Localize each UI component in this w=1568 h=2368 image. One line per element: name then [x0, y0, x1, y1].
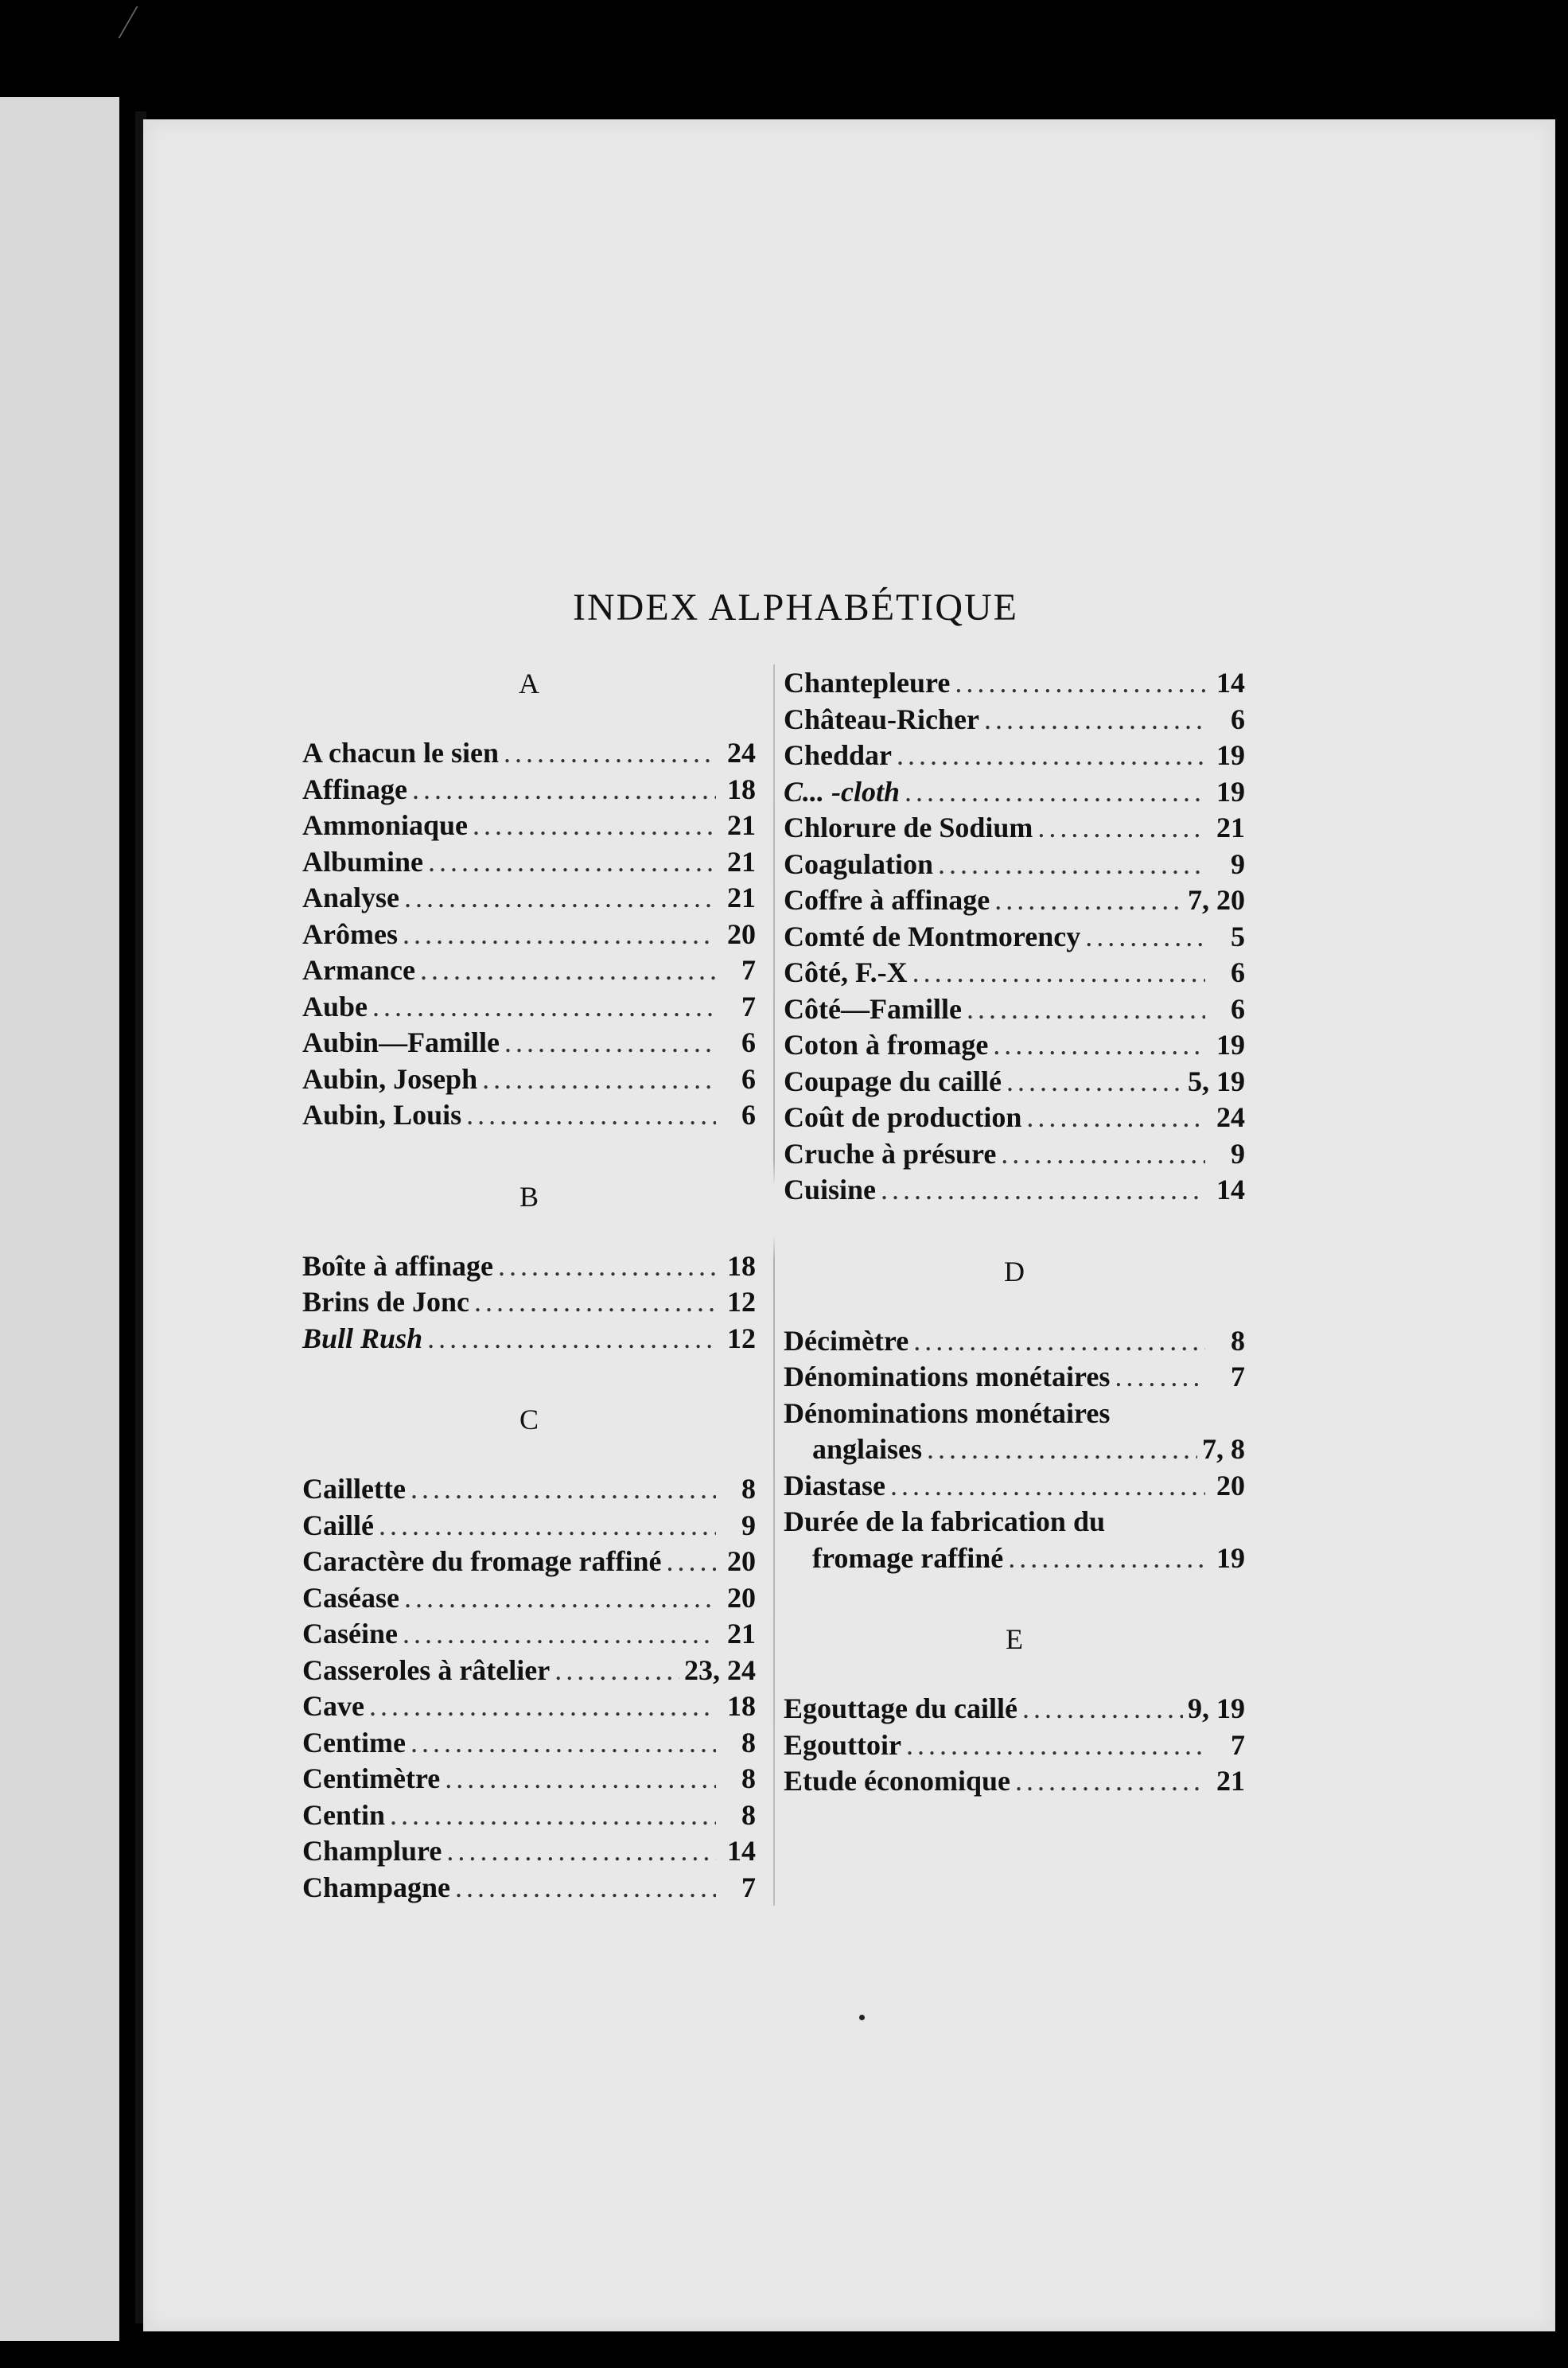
dot-leader	[927, 1431, 1197, 1468]
index-entry	[302, 1544, 756, 1580]
index-entry	[784, 1431, 1245, 1468]
entry-page-number: 21	[727, 845, 756, 878]
entry-page-number: 8	[741, 1762, 756, 1794]
index-entry	[784, 919, 1245, 956]
dot-leader	[1006, 1064, 1183, 1100]
index-entry	[784, 1691, 1245, 1727]
entry-page-number: 9	[1231, 847, 1245, 880]
index-entry	[302, 772, 756, 808]
index-entry	[784, 1468, 1245, 1505]
entry-page-number: 6	[741, 1062, 756, 1095]
dot-leader	[474, 1284, 716, 1321]
entry-page-number: 6	[741, 1026, 756, 1058]
entry-page-number: 12	[727, 1322, 756, 1354]
entry-term: Cave	[302, 1690, 364, 1722]
entry-page-number: 24	[727, 737, 756, 769]
entry-page-number: 7, 8	[1202, 1433, 1245, 1465]
dot-leader	[994, 882, 1183, 919]
dot-leader	[410, 1725, 716, 1762]
dot-leader	[905, 774, 1205, 811]
index-entry	[302, 1097, 756, 1134]
index-entry	[302, 952, 756, 989]
index-entry	[302, 1833, 756, 1870]
entry-page-number: 7	[1231, 1361, 1245, 1392]
entry-term: Caséase	[302, 1581, 399, 1614]
index-entry	[784, 810, 1245, 847]
entry-term: Coton à fromage	[784, 1029, 989, 1061]
dot-leader	[379, 1508, 716, 1544]
index-entry	[302, 1653, 756, 1689]
entry-page-number: 20	[1216, 1469, 1245, 1501]
entry-page-number: 9, 19	[1188, 1692, 1245, 1724]
index-entry	[784, 1763, 1245, 1800]
section-letter: E	[1006, 1623, 1023, 1655]
dot-leader	[938, 847, 1205, 883]
entry-page-number: 18	[727, 773, 756, 805]
scan-mark	[118, 6, 161, 38]
index-entry	[302, 1616, 756, 1653]
entry-page-number: 21	[727, 809, 756, 841]
index-entry	[784, 1540, 1245, 1577]
entry-page-number: 6	[1231, 703, 1245, 735]
dot-leader	[906, 1727, 1205, 1764]
dot-leader	[881, 1172, 1205, 1209]
index-entry	[302, 880, 756, 917]
index-entry	[302, 735, 756, 772]
entry-term: Caillé	[302, 1509, 374, 1541]
index-entry	[302, 844, 756, 881]
index-entry	[302, 1248, 756, 1285]
entry-page-number: 18	[727, 1690, 756, 1722]
dot-leader	[1085, 919, 1205, 956]
entry-term: Etude économique	[784, 1765, 1011, 1797]
entry-term: Côté, F.-X	[784, 956, 908, 988]
dot-leader	[504, 735, 716, 772]
dot-leader	[498, 1248, 716, 1285]
dot-leader	[420, 952, 716, 989]
entry-page-number: 21	[1216, 812, 1245, 843]
dot-leader	[554, 1653, 679, 1689]
entry-term: Bull Rush	[302, 1322, 423, 1354]
entry-page-number: 20	[727, 1581, 756, 1614]
entry-term: Egouttoir	[784, 1728, 901, 1761]
column-divider	[773, 664, 775, 1906]
entry-page-number: 8	[1231, 1324, 1245, 1357]
index-entry	[302, 1061, 756, 1098]
entry-page-number: 19	[1216, 1029, 1245, 1061]
entry-page-number: 5	[1231, 920, 1245, 952]
entry-term: Albumine	[302, 845, 424, 878]
entry-term: Chantepleure	[784, 667, 951, 699]
entry-term: fromage raffiné	[812, 1541, 1004, 1574]
dot-leader	[1115, 1359, 1205, 1396]
index-entry	[302, 1321, 756, 1357]
index-entry	[784, 847, 1245, 883]
entry-term: Chlorure de Sodium	[784, 812, 1033, 843]
dot-leader	[1008, 1540, 1205, 1577]
entry-page-number: 21	[727, 1618, 756, 1649]
index-entry	[302, 989, 756, 1026]
page-speck	[859, 2015, 865, 2020]
index-entry	[302, 1284, 756, 1321]
entry-term: Château-Richer	[784, 703, 979, 735]
entry-page-number: 14	[1216, 1174, 1245, 1205]
entry-term: Centime	[302, 1726, 406, 1758]
entry-term: Casseroles à râtelier	[302, 1653, 551, 1686]
dot-leader	[455, 1870, 716, 1906]
entry-term: Coffre à affinage	[784, 884, 990, 916]
dot-leader	[390, 1797, 716, 1834]
index-entry	[302, 1797, 756, 1834]
entry-page-number: 6	[741, 1099, 756, 1131]
entry-page-number: 8	[741, 1726, 756, 1758]
index-entry	[784, 991, 1245, 1028]
dot-leader	[473, 808, 716, 844]
entry-term: Coût de production	[784, 1101, 1022, 1133]
entry-term: C... -cloth	[784, 775, 901, 808]
index-entry	[302, 1580, 756, 1617]
entry-page-number: 21	[1216, 1765, 1245, 1797]
entry-page-number: 23, 24	[684, 1653, 756, 1686]
facing-page-edge	[0, 97, 119, 2341]
entry-term: Egouttage du caillé	[784, 1692, 1017, 1724]
section-letter: D	[1004, 1255, 1025, 1287]
entry-page-number: 24	[1216, 1101, 1245, 1133]
section-gap	[302, 1357, 756, 1388]
entry-page-number: 18	[727, 1249, 756, 1282]
entry-term: Durée de la fabrication du	[784, 1505, 1105, 1537]
dot-leader	[913, 1323, 1205, 1360]
index-entry	[784, 882, 1245, 919]
index-entry	[784, 1027, 1245, 1064]
index-entry	[784, 702, 1245, 738]
dot-leader	[446, 1833, 716, 1870]
entry-term: Cheddar	[784, 739, 893, 771]
entry-term: Armance	[302, 954, 415, 986]
dot-leader	[1015, 1763, 1205, 1800]
entry-term: Champlure	[302, 1835, 442, 1867]
entry-page-number: 19	[1216, 775, 1245, 808]
index-entry	[784, 738, 1245, 774]
index-entry	[302, 1725, 756, 1762]
entry-page-number: 7	[741, 954, 756, 986]
entry-page-number: 7	[741, 990, 756, 1022]
entry-page-number: 12	[727, 1286, 756, 1318]
dot-leader	[427, 1321, 716, 1357]
index-entry	[302, 1508, 756, 1544]
entry-term: Aubin, Louis	[302, 1099, 462, 1131]
entry-term: Centimètre	[302, 1762, 441, 1794]
dot-leader	[897, 738, 1205, 774]
entry-page-number: 14	[727, 1835, 756, 1867]
index-entry	[302, 1688, 756, 1725]
index-entry	[784, 1172, 1245, 1209]
dot-leader	[993, 1027, 1205, 1064]
entry-term: Côté—Famille	[784, 992, 962, 1025]
entry-page-number: 5, 19	[1188, 1065, 1245, 1097]
entry-term: Arômes	[302, 917, 398, 950]
entry-page-number: 20	[727, 1545, 756, 1577]
entry-term: Centin	[302, 1798, 386, 1831]
index-entry	[784, 1323, 1245, 1360]
dot-leader	[445, 1761, 716, 1797]
dot-leader	[404, 1580, 716, 1617]
entry-page-number: 19	[1216, 1541, 1245, 1574]
dot-leader	[504, 1025, 716, 1061]
entry-page-number: 7, 20	[1188, 884, 1245, 916]
dot-leader	[1037, 810, 1205, 847]
index-entry	[784, 665, 1245, 702]
dot-leader	[1022, 1691, 1183, 1727]
entry-term: Affinage	[302, 773, 407, 805]
index-entry	[784, 1064, 1245, 1100]
entry-term: Aubin—Famille	[302, 1026, 500, 1058]
entry-page-number: 6	[1231, 992, 1245, 1025]
entry-page-number: 9	[1231, 1137, 1245, 1170]
entry-page-number: 7	[1231, 1728, 1245, 1761]
index-entry	[784, 1727, 1245, 1764]
entry-term: Boîte à affinage	[302, 1249, 493, 1282]
dot-leader	[967, 991, 1205, 1028]
entry-term: Aubin, Joseph	[302, 1062, 478, 1095]
entry-page-number: 8	[741, 1473, 756, 1505]
dot-leader	[482, 1061, 716, 1098]
section-gap	[784, 1576, 1245, 1608]
dot-leader	[1001, 1136, 1205, 1173]
entry-term: Cruche à présure	[784, 1137, 997, 1170]
entry-term: Comté de Montmorency	[784, 920, 1081, 952]
entry-page-number: 6	[1231, 956, 1245, 988]
entry-term: Dénominations monétaires	[784, 1361, 1111, 1392]
index-entry	[302, 1025, 756, 1061]
entry-term: Aube	[302, 990, 368, 1022]
dot-leader	[1026, 1100, 1205, 1136]
dot-leader	[955, 665, 1205, 702]
entry-term: Coagulation	[784, 847, 934, 880]
page-title: INDEX ALPHABÉTIQUE	[573, 586, 1018, 629]
entry-term: Caillette	[302, 1473, 406, 1505]
section-letter: A	[519, 668, 539, 699]
index-entry	[302, 917, 756, 953]
entry-term: Dénominations monétaires	[784, 1396, 1111, 1429]
index-entry	[784, 1396, 1245, 1432]
index-entry	[302, 808, 756, 844]
dot-leader	[428, 844, 716, 881]
entry-term: Caractère du fromage raffiné	[302, 1545, 662, 1577]
section-gap	[302, 1134, 756, 1166]
entry-term: Champagne	[302, 1871, 451, 1903]
entry-page-number: 20	[727, 917, 756, 950]
dot-leader	[410, 1471, 716, 1508]
entry-term: Coupage du caillé	[784, 1065, 1002, 1097]
entry-term: Brins de Jonc	[302, 1286, 470, 1318]
dot-leader	[412, 772, 716, 808]
section-letter: B	[519, 1180, 539, 1213]
section-letter: C	[519, 1404, 539, 1435]
entry-term: anglaises	[812, 1433, 923, 1465]
index-entry	[784, 1504, 1245, 1540]
section-gap	[784, 1209, 1245, 1240]
dot-leader	[404, 880, 716, 917]
dot-leader	[369, 1688, 716, 1725]
index-entry	[784, 1136, 1245, 1173]
dot-leader	[890, 1468, 1205, 1505]
entry-page-number: 21	[727, 882, 756, 913]
index-entry	[784, 1359, 1245, 1396]
dot-leader	[403, 917, 716, 953]
entry-page-number: 14	[1216, 667, 1245, 699]
dot-leader	[912, 955, 1205, 991]
dot-leader	[667, 1544, 716, 1580]
dot-leader	[984, 702, 1205, 738]
entry-term: Décimètre	[784, 1324, 909, 1357]
dot-leader	[372, 989, 716, 1026]
entry-term: Analyse	[302, 882, 400, 913]
dot-leader	[403, 1616, 716, 1653]
entry-page-number: 7	[741, 1871, 756, 1903]
index-entry	[784, 955, 1245, 991]
dot-leader	[466, 1097, 716, 1134]
entry-page-number: 8	[741, 1798, 756, 1831]
index-entry	[302, 1761, 756, 1797]
entry-page-number: 9	[741, 1509, 756, 1541]
index-entry	[302, 1471, 756, 1508]
index-entry	[302, 1870, 756, 1906]
index-entry	[784, 774, 1245, 811]
entry-term: Caséine	[302, 1618, 398, 1649]
index-column-right	[784, 665, 1245, 1800]
entry-term: Cuisine	[784, 1174, 877, 1205]
index-column-left	[302, 652, 756, 1906]
entry-term: Diastase	[784, 1469, 885, 1501]
index-entry	[784, 1100, 1245, 1136]
entry-term: A chacun le sien	[302, 737, 500, 769]
entry-term: Ammoniaque	[302, 809, 469, 841]
entry-page-number: 19	[1216, 739, 1245, 771]
